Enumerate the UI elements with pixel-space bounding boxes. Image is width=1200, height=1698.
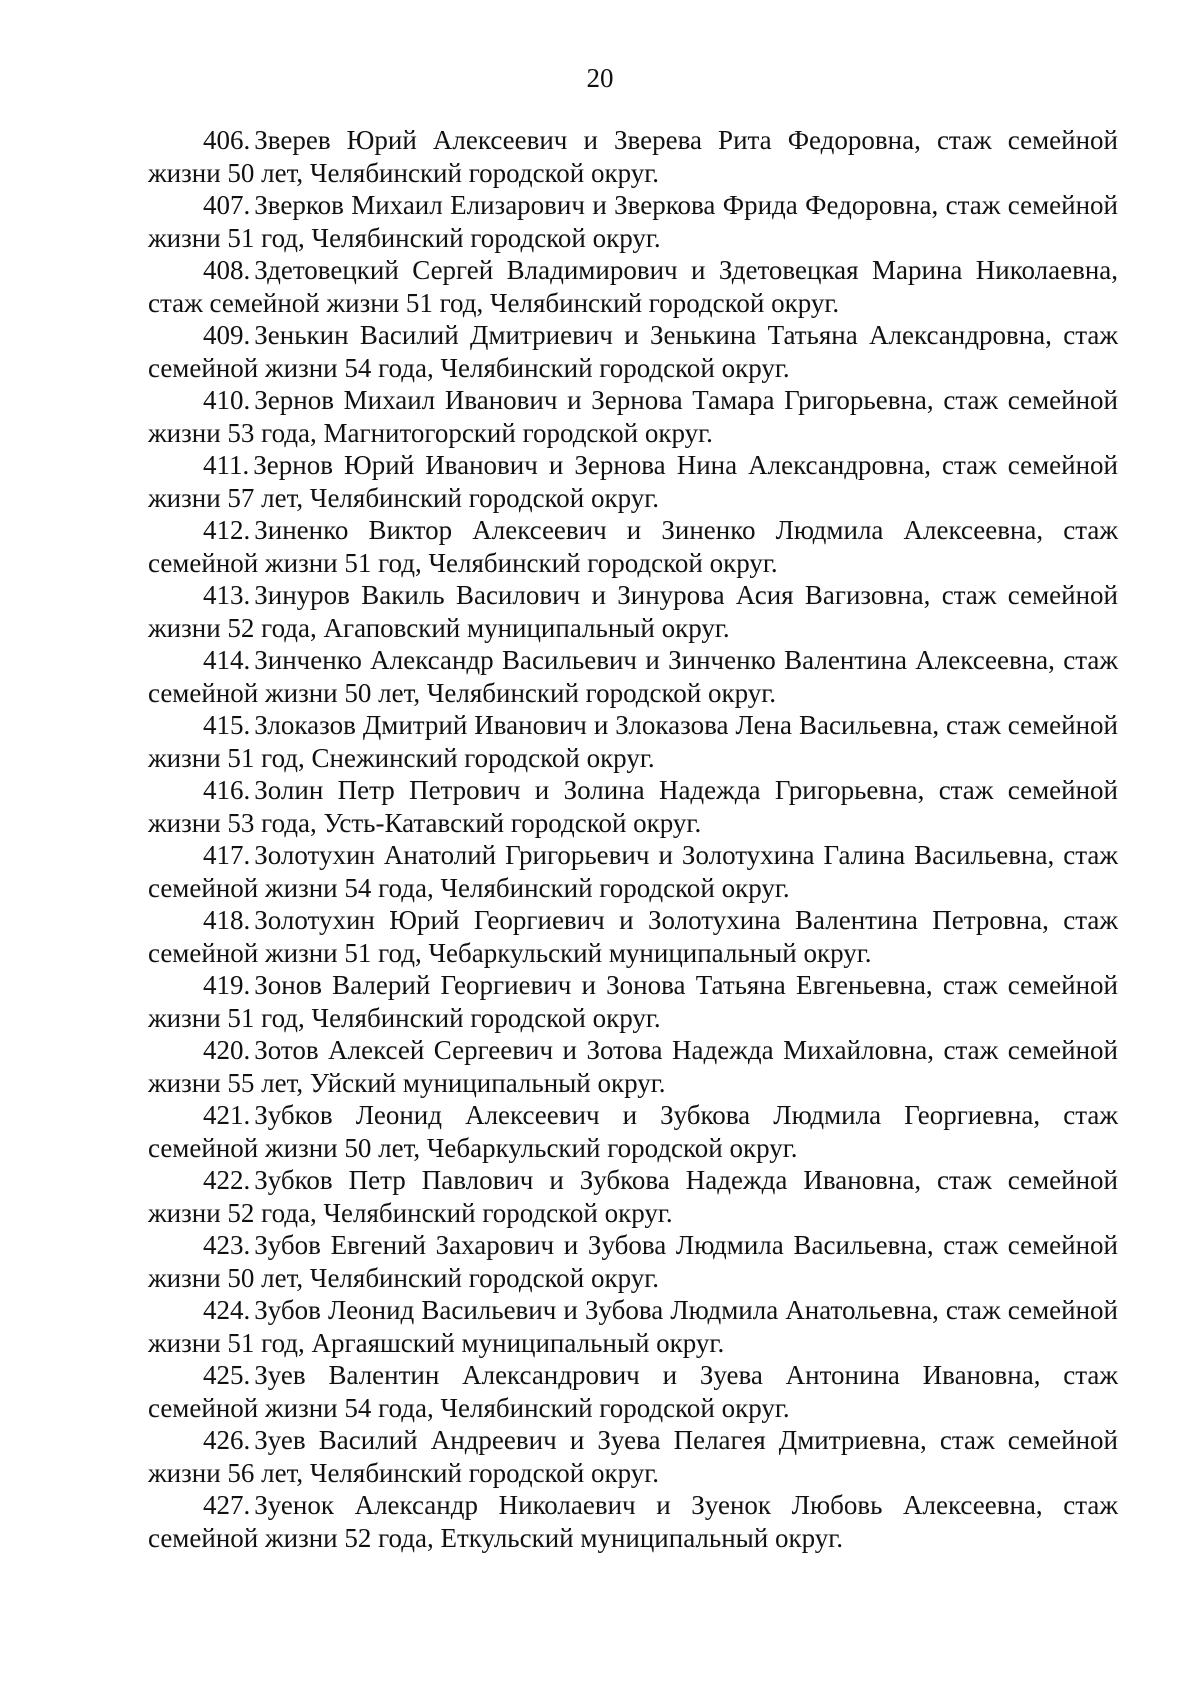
entry-text: Зубков Леонид Алексеевич и Зубкова Людмила Георгиевна, стаж семейной жизни 50 лет, Чебаркульский городской округ. [148,1100,1118,1163]
entry-text: Зенькин Василий Дмитриевич и Зенькина Татьяна Александровна, стаж семейной жизни 54 года, Челябинский городской округ. [148,320,1118,383]
entry-list [148,124,1118,1554]
entry-number: 425. [203,1360,251,1390]
list-item [148,319,1118,384]
entry-number: 411. [203,450,250,480]
entry-number: 412. [203,515,251,545]
list-item [148,904,1118,969]
entry-number: 426. [203,1425,251,1455]
entry-number: 406. [203,125,251,155]
entry-number: 408. [203,255,251,285]
entry-number: 414. [203,645,251,675]
list-item [148,1229,1118,1294]
entry-number: 423. [203,1230,251,1260]
entry-number: 407. [203,190,251,220]
entry-text: Зинченко Александр Васильевич и Зинченко Валентина Алексеевна, стаж семейной жизни 50 лет, Челябинский городской округ. [148,645,1118,708]
list-item [148,514,1118,579]
entry-text: Золотухин Юрий Георгиевич и Золотухина Валентина Петровна, стаж семейной жизни 51 год, Чебаркульский муниципальный округ. [148,905,1118,968]
entry-text: Зинуров Вакиль Василович и Зинурова Асия Вагизовна, стаж семейной жизни 52 года, Агаповский муниципальный округ. [148,580,1118,643]
entry-text: Золин Петр Петрович и Золина Надежда Григорьевна, стаж семейной жизни 53 года, Усть-Катавский городской округ. [148,775,1118,838]
entry-number: 413. [203,580,251,610]
list-item [148,644,1118,709]
entry-number: 424. [203,1295,251,1325]
list-item [148,1034,1118,1099]
list-item [148,449,1118,514]
entry-text: Зернов Юрий Иванович и Зернова Нина Александровна, стаж семейной жизни 57 лет, Челябинский городской округ. [148,450,1118,513]
entry-text: Зубов Леонид Васильевич и Зубова Людмила Анатольевна, стаж семейной жизни 51 год, Аргаяшский муниципальный округ. [148,1295,1118,1358]
entry-text: Золотухин Анатолий Григорьевич и Золотухина Галина Васильевна, стаж семейной жизни 54 года, Челябинский городской округ. [148,840,1118,903]
entry-number: 409. [203,320,251,350]
list-item [148,189,1118,254]
entry-number: 416. [203,775,251,805]
entry-number: 415. [203,710,251,740]
list-item [148,839,1118,904]
entry-number: 422. [203,1165,251,1195]
entry-text: Зонов Валерий Георгиевич и Зонова Татьяна Евгеньевна, стаж семейной жизни 51 год, Челябинский городской округ. [148,970,1118,1033]
entry-number: 427. [203,1490,251,1520]
list-item [148,1164,1118,1229]
entry-text: Зотов Алексей Сергеевич и Зотова Надежда Михайловна, стаж семейной жизни 55 лет, Уйский муниципальный округ. [148,1035,1118,1098]
entry-text: Зверков Михаил Елизарович и Зверкова Фрида Федоровна, стаж семейной жизни 51 год, Челябинский городской округ. [148,190,1118,253]
entry-text: Зуев Василий Андреевич и Зуева Пелагея Дмитриевна, стаж семейной жизни 56 лет, Челябинский городской округ. [148,1425,1118,1488]
list-item [148,709,1118,774]
list-item [148,1424,1118,1489]
list-item [148,579,1118,644]
page-number: 20 [586,63,614,93]
entry-number: 421. [203,1100,251,1130]
entry-text: Зиненко Виктор Алексеевич и Зиненко Людмила Алексеевна, стаж семейной жизни 51 год, Челябинский городской округ. [148,515,1118,578]
entry-text: Зуев Валентин Александрович и Зуева Антонина Ивановна, стаж семейной жизни 54 года, Челябинский городской округ. [148,1360,1118,1423]
entry-number: 418. [203,905,251,935]
list-item [148,124,1118,189]
entry-number: 420. [203,1035,251,1065]
entry-text: Зубов Евгений Захарович и Зубова Людмила Васильевна, стаж семейной жизни 50 лет, Челябинский городской округ. [148,1230,1118,1293]
entry-text: Здетовецкий Сергей Владимирович и Здетовецкая Марина Николаевна, стаж семейной жизни 51 год, Челябинский городской округ. [148,255,1118,318]
entry-number: 417. [203,840,251,870]
list-item [148,1099,1118,1164]
list-item [148,384,1118,449]
entry-text: Зернов Михаил Иванович и Зернова Тамара Григорьевна, стаж семейной жизни 53 года, Магнитогорский городской округ. [148,385,1118,448]
list-item [148,969,1118,1034]
entry-number: 419. [203,970,251,1000]
entry-text: Злоказов Дмитрий Иванович и Злоказова Лена Васильевна, стаж семейной жизни 51 год, Снежинский городской округ. [148,710,1118,773]
entry-number: 410. [203,385,251,415]
list-item [148,774,1118,839]
entry-text: Зубков Петр Павлович и Зубкова Надежда Ивановна, стаж семейной жизни 52 года, Челябинский городской округ. [148,1165,1118,1228]
entry-text: Зверев Юрий Алексеевич и Зверева Рита Федоровна, стаж семейной жизни 50 лет, Челябинский городской округ. [148,125,1118,188]
list-item [148,254,1118,319]
list-item [148,1294,1118,1359]
entry-text: Зуенок Александр Николаевич и Зуенок Любовь Алексеевна, стаж семейной жизни 52 года, Еткульский муниципальный округ. [148,1490,1118,1553]
list-item [148,1359,1118,1424]
list-item [148,1489,1118,1554]
